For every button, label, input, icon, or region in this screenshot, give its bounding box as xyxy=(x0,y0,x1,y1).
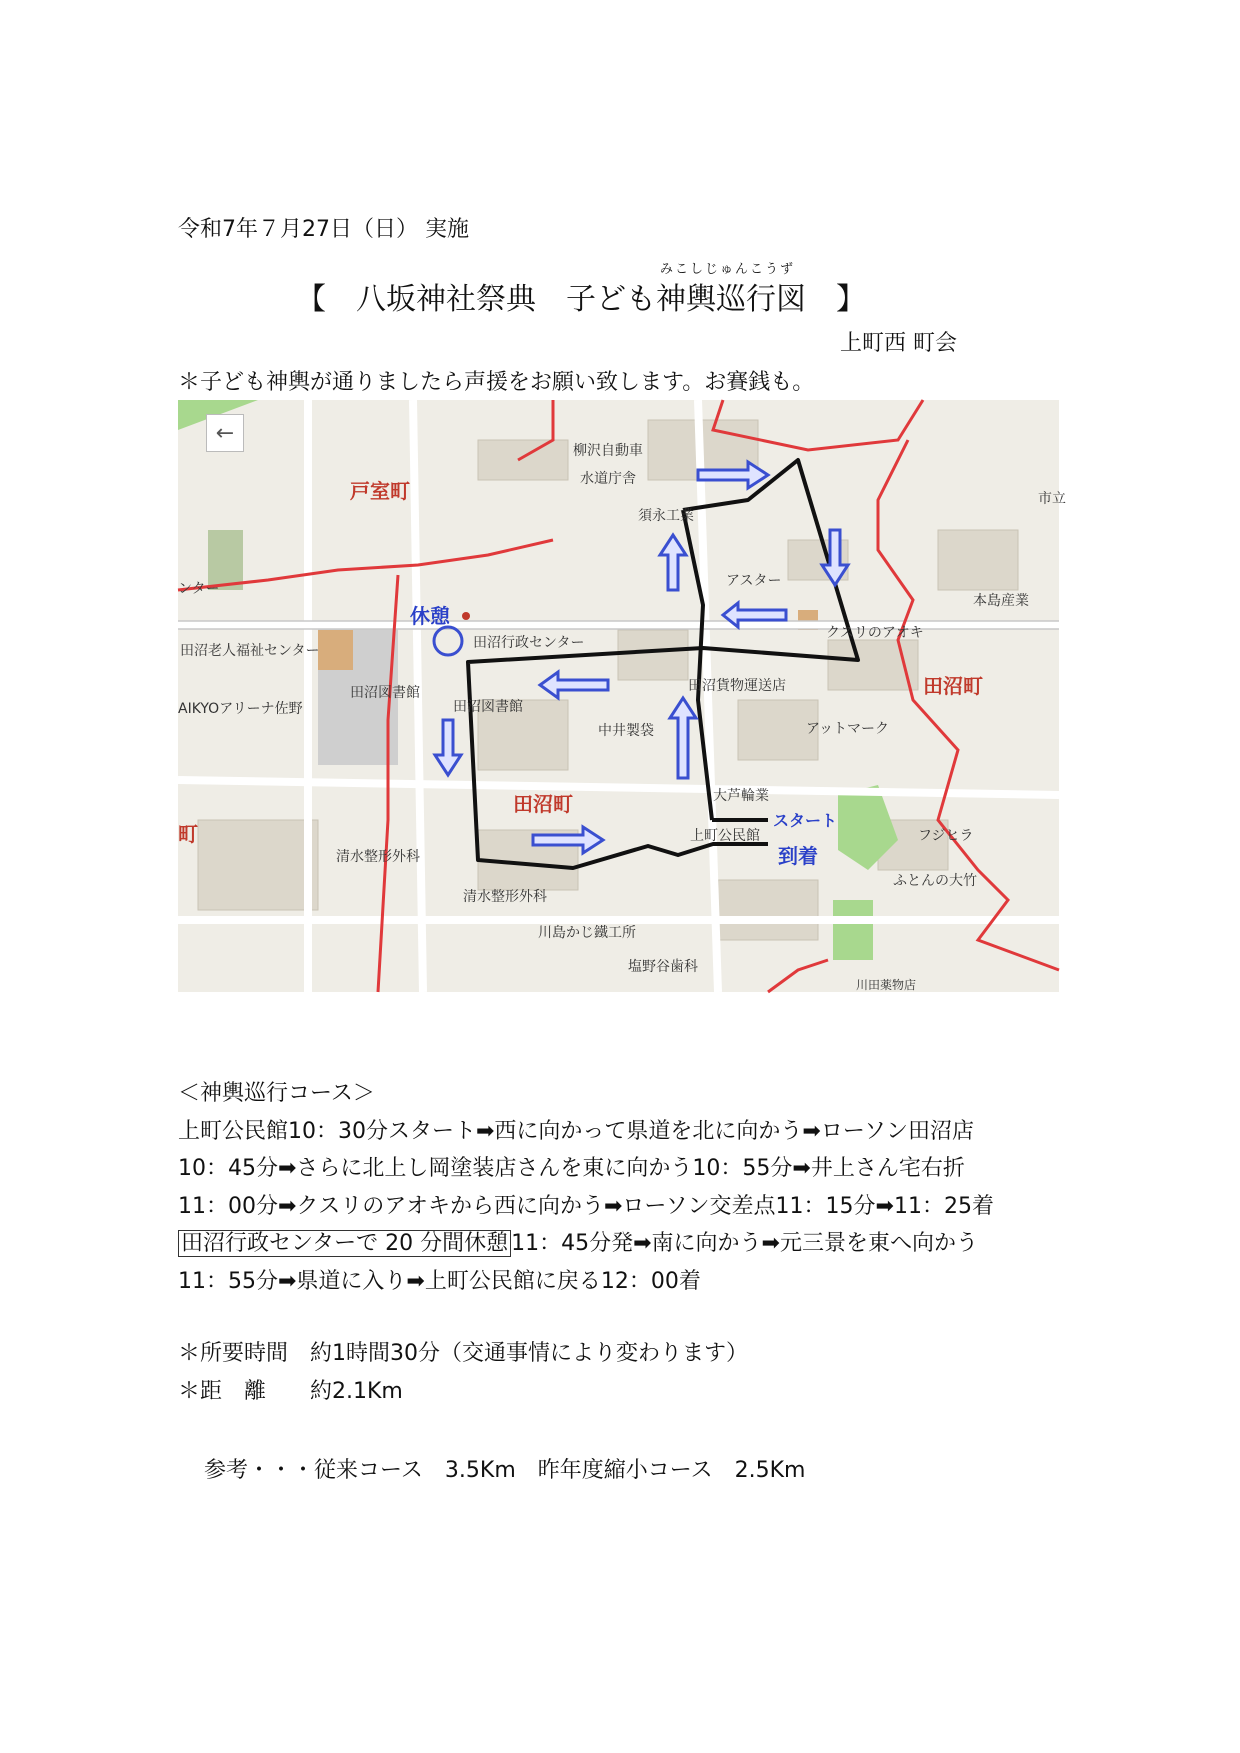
label-kamimachi: 上町公民館 xyxy=(690,828,760,844)
label-shimizu1: 清水整形外科 xyxy=(336,849,420,865)
label-suido: 水道庁舎 xyxy=(580,471,636,487)
course-line: 10：45分➡さらに北上し岡塗装店さんを東に向かう10：55分➡井上さん宅右折 xyxy=(178,1156,965,1181)
label-tomuro: 戸室町 xyxy=(350,479,410,503)
rest-box: 田沼行政センターで 20 分間休憩 xyxy=(178,1230,511,1257)
rest-marker xyxy=(434,627,462,655)
page-title: 【 八坂神社祭典 子ども神輿巡行図 】 xyxy=(296,282,866,317)
course-line-rest: 11：45分発➡南に向かう➡元三景を東へ向かう xyxy=(511,1231,978,1256)
course-section xyxy=(178,1075,994,1300)
label-tanuma-town: 田沼町 xyxy=(513,792,573,816)
place-dot xyxy=(462,612,470,620)
label-arrival: 到着 xyxy=(778,844,818,868)
required-time: ＊所要時間 約1時間30分（交通事情により変わります） xyxy=(178,1341,748,1366)
park-area xyxy=(833,900,873,960)
course-line xyxy=(178,1225,994,1263)
label-library2: 田沼図書館 xyxy=(453,699,523,715)
back-button[interactable] xyxy=(206,414,244,452)
label-roujin: 田沼老人福祉センター xyxy=(180,643,320,659)
label-left-town: 町 xyxy=(178,822,198,846)
label-kamotsu: 田沼貨物運送店 xyxy=(688,678,786,694)
label-at-mark: アットマーク xyxy=(806,721,890,737)
label-shimizu2: 清水整形外科 xyxy=(463,889,547,905)
course-line: 11：55分➡県道に入り➡上町公民館に戻る12：00着 xyxy=(178,1268,701,1294)
label-nakai: 中井製袋 xyxy=(598,723,654,739)
label-motojima: 本島産業 xyxy=(973,593,1029,609)
course-line: 11：00分➡クスリのアオキから西に向かう➡ローソン交差点11：15分➡11：25着 xyxy=(178,1193,994,1219)
arrow-left-icon: ← xyxy=(215,420,235,446)
label-kusuri: クスリのアオキ xyxy=(826,625,924,641)
label-kawashima: 川島かじ鐵工所 xyxy=(538,925,636,941)
label-aster: アスター xyxy=(726,573,782,589)
title-furigana: みこしじゅんこうず xyxy=(660,262,796,277)
label-futon: ふとんの大竹 xyxy=(893,873,977,889)
course-heading: ＜神輿巡行コース＞ xyxy=(178,1081,375,1106)
label-sumizu: 須永工業 xyxy=(638,508,694,524)
label-tanuma-town-right: 田沼町 xyxy=(923,674,983,698)
label-rest: 休憩 xyxy=(410,604,450,628)
organizer: 上町西 町会 xyxy=(840,331,957,356)
label-gyosei: 田沼行政センター xyxy=(473,635,585,651)
label-center-left: ンター xyxy=(178,581,220,597)
reference-note: 参考・・・従来コース 3.5Km 昨年度縮小コース 2.5Km xyxy=(204,1458,806,1483)
distance: ＊距 離 約2.1Km xyxy=(178,1378,403,1404)
label-oashi: 大芦輪業 xyxy=(713,788,769,804)
stats-section xyxy=(178,1335,748,1410)
label-arena: AIKYOアリーナ佐野 xyxy=(178,701,303,717)
label-library1: 田沼図書館 xyxy=(350,685,420,701)
route-map[interactable] xyxy=(178,400,1066,992)
label-yanagisawa: 柳沢自動車 xyxy=(573,443,643,459)
label-fujihira: フジヒラ xyxy=(918,828,974,844)
label-start: スタート xyxy=(773,811,838,830)
course-line: 上町公民館10：30分スタート➡西に向かって県道を北に向かう➡ローソン田沼店 xyxy=(178,1118,974,1144)
notice-text: ＊子ども神輿が通りましたら声援をお願い致します。お賽銭も。 xyxy=(178,370,815,395)
label-kawada: 川田薬物店 xyxy=(856,978,917,992)
label-shiono: 塩野谷歯科 xyxy=(628,959,698,975)
date-line: 令和7年７月27日（日） 実施 xyxy=(178,217,469,242)
label-shi: 市立 xyxy=(1038,491,1066,507)
facility-orange xyxy=(318,630,353,670)
